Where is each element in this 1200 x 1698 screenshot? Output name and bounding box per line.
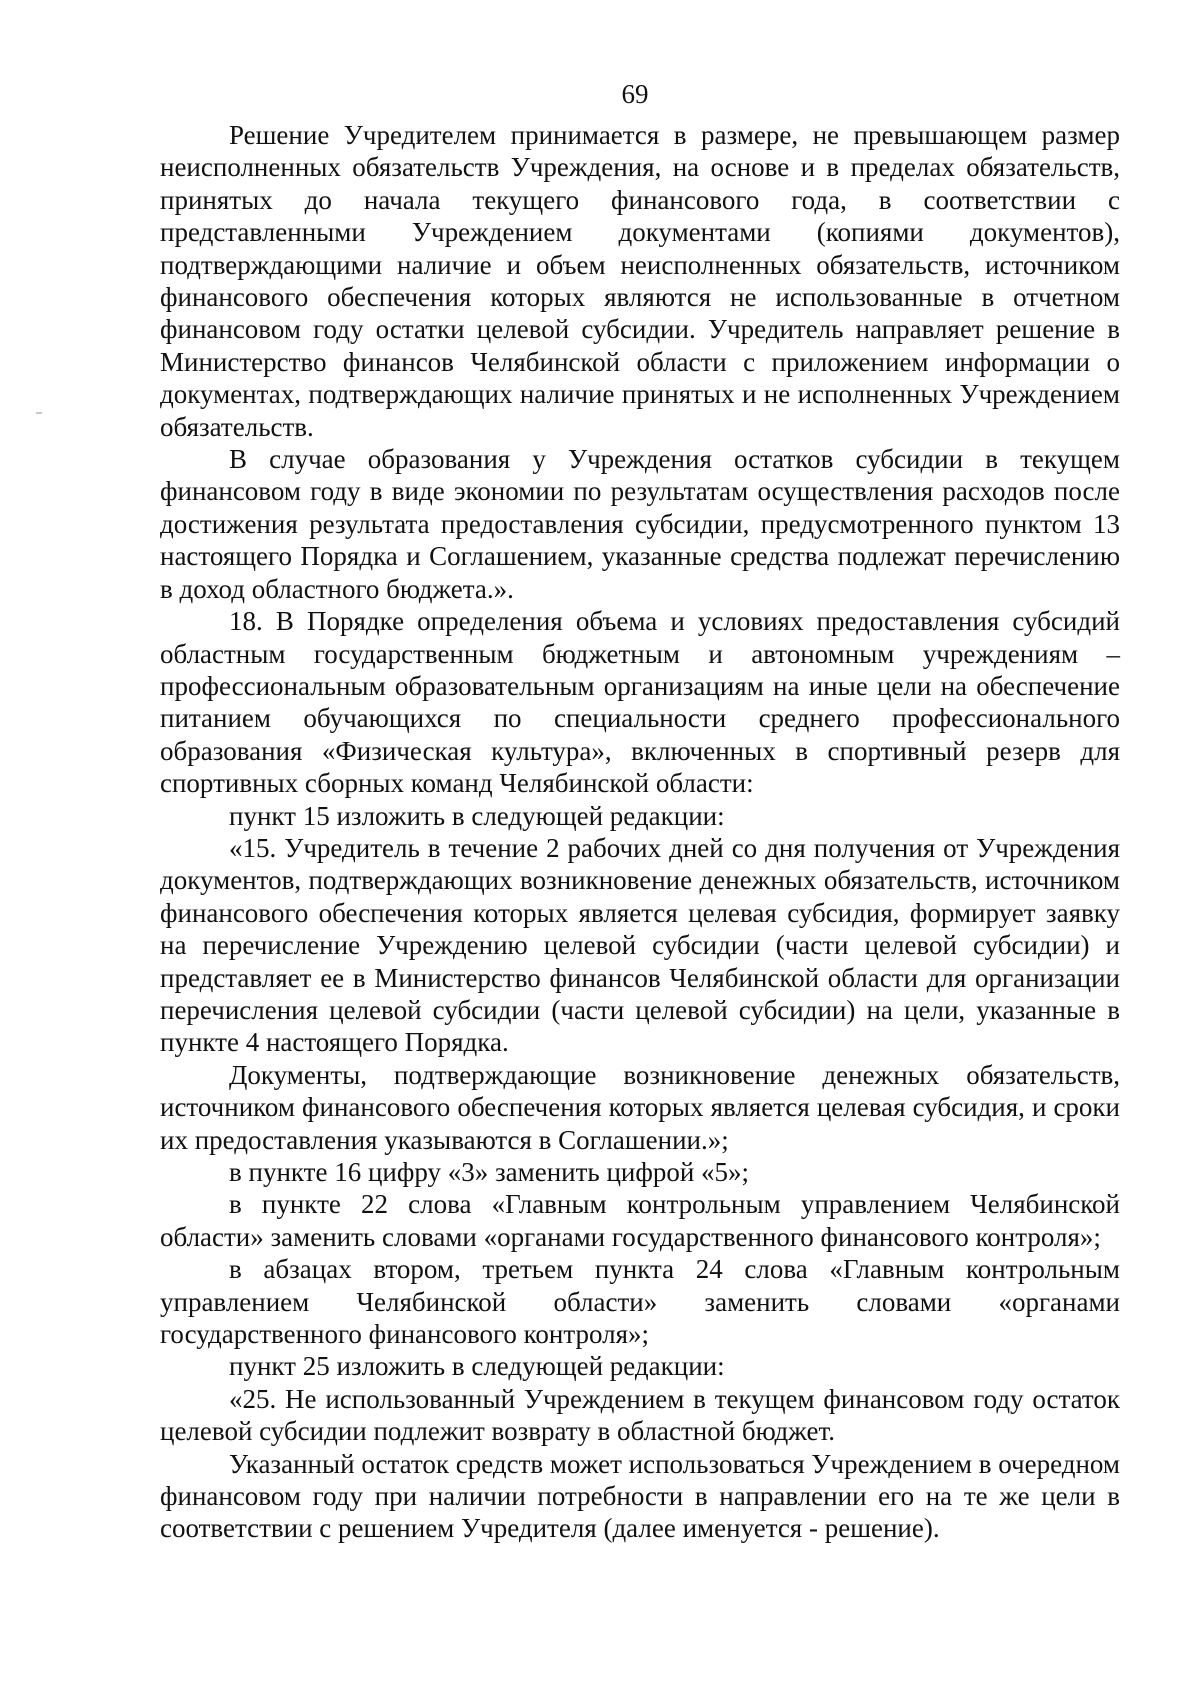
paragraph-decision-amount: Решение Учредителем принимается в размере, не превышающем размер неисполненных обязательств Учреждения, на основе и в пределах обязательств, принятых до начала текущего финансового года, в соответствии с представленными Учреждением документами (копиями документов), подтверждающими наличие и объем неисполненных обязательств, источником финансового обеспечения которых являются не использованные в отчетном финансовом году остатки целевой субсидии. Учредитель направляет решение в Министерство финансов Челябинской области с приложением информации о документах, подтверждающих наличие принятых и не исполненных Учреждением обязательств. <box>160 120 1120 442</box>
page-number: 69 <box>621 79 649 109</box>
paragraph-item-18: 18. В Порядке определения объема и условиях предоставления субсидий областным государственным бюджетным и автономным учреждениям – профессиональным образовательным организациям на иные цели на обеспечение питанием обучающихся по специальности среднего профессионального образования «Физическая культура», включенных в спортивный резерв для спортивных сборных команд Челябинской области: <box>160 606 1120 799</box>
document-body <box>160 119 1120 1545</box>
paragraph-documents: Документы, подтверждающие возникновение денежных обязательств, источником финансового обеспечения которых является целевая субсидия, и сроки их предоставления указываются в Соглашении.»; <box>160 1059 1120 1155</box>
paragraph-remainder-usage: Указанный остаток средств может использоваться Учреждением в очередном финансовом году при наличии потребности в направлении его на те же цели в соответствии с решением Учредителя (далее именуется - решение). <box>160 1448 1120 1544</box>
scan-artifact-mark <box>36 412 42 414</box>
paragraph-point-25-intro: пункт 25 изложить в следующей редакции: <box>229 1351 725 1382</box>
paragraph-point-15-text: «15. Учредитель в течение 2 рабочих дней со дня получения от Учреждения документов, подтверждающих возникновение денежных обязательств, источником финансового обеспечения которых является целевая субсидия, формирует заявку на перечисление Учреждению целевой субсидии (части целевой субсидии) и представляет ее в Министерство финансов Челябинской области для организации перечисления целевой субсидии (части целевой субсидии) на цели, указанные в пункте 4 настоящего Порядка. <box>160 832 1120 1058</box>
paragraph-point-16: в пункте 16 цифру «3» заменить цифрой «5»; <box>229 1157 750 1187</box>
paragraph-point-15-intro: пункт 15 изложить в следующей редакции: <box>229 800 725 831</box>
paragraph-point-24: в абзацах втором, третьем пункта 24 слова «Главным контрольным управлением Челябинской области» заменить словами «органами государственного финансового контроля»; <box>160 1254 1120 1350</box>
paragraph-point-25-text: «25. Не использованный Учреждением в текущем финансовом году остаток целевой субсидии подлежит возврату в областной бюджет. <box>160 1383 1120 1447</box>
paragraph-point-22: в пункте 22 слова «Главным контрольным управлением Челябинской области» заменить словами «органами государственного финансового контроля»; <box>160 1189 1120 1252</box>
paragraph-subsidy-remainder: В случае образования у Учреждения остатков субсидии в текущем финансовом году в виде экономии по результатам осуществления расходов после достижения результата предоставления субсидии, предусмотренного пунктом 13 настоящего Порядка и Соглашением, указанные средства подлежат перечислению в доход областного бюджета.». <box>160 444 1120 604</box>
